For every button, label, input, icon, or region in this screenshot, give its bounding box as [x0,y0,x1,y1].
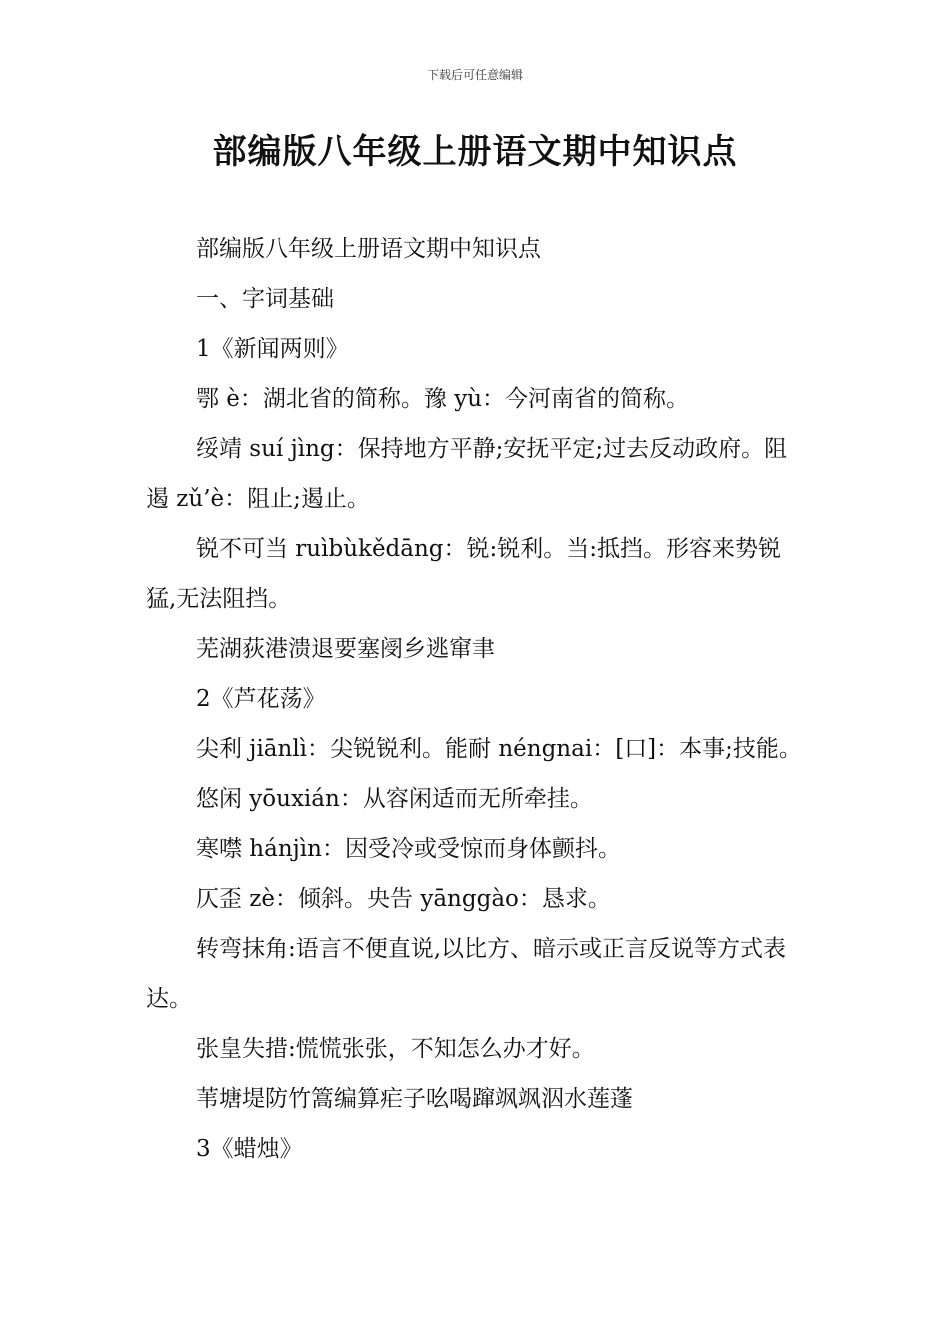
section-heading: 一、字词基础 [196,286,334,312]
vocab-entry: 悠闲 yōuxián：从容闲适而无所牵挂。 [196,786,593,812]
vocab-word-list: 芜湖荻港溃退要塞阌乡逃窜聿 [196,636,495,662]
vocab-entry: 转弯抹角:语言不便直说,以比方、暗示或正言反说等方式表达。 [146,936,787,1012]
vocab-entry: 仄歪 zè：倾斜。央告 yānggào：恳求。 [196,886,611,912]
vocab-entry: 张皇失措:慌慌张张，不知怎么办才好。 [196,1036,595,1062]
paragraph-subtitle: 部编版八年级上册语文期中知识点 [196,236,541,262]
vocab-entry: 鄂 è：湖北省的简称。豫 yù：今河南省的简称。 [196,386,690,412]
vocab-entry: 尖利 jiānlì：尖锐锐利。能耐 néngnai：[口]：本事;技能。 [196,736,802,762]
header-note: 下载后可任意编辑 [426,68,523,82]
lesson-heading: 2《芦花荡》 [196,686,326,712]
lesson-heading: 1《新闻两则》 [196,336,349,362]
vocab-entry: 绥靖 suí jìng：保持地方平静;安抚平定;过去反动政府。阻遏 zǔ’è：阻止;遏止。 [146,436,788,512]
vocab-entry: 寒噤 hánjìn：因受冷或受惊而身体颤抖。 [196,836,621,862]
lesson-heading: 3《蜡烛》 [196,1136,303,1162]
document-body [146,224,810,1174]
document-title: 部编版八年级上册语文期中知识点 [212,132,738,172]
vocab-entry: 锐不可当 ruìbùkědāng：锐:锐利。当:抵挡。形容来势锐猛,无法阻挡。 [146,536,782,612]
vocab-word-list: 苇塘堤防竹篙编算疟子吆喝蹿飒飒泅水莲蓬 [196,1086,633,1112]
